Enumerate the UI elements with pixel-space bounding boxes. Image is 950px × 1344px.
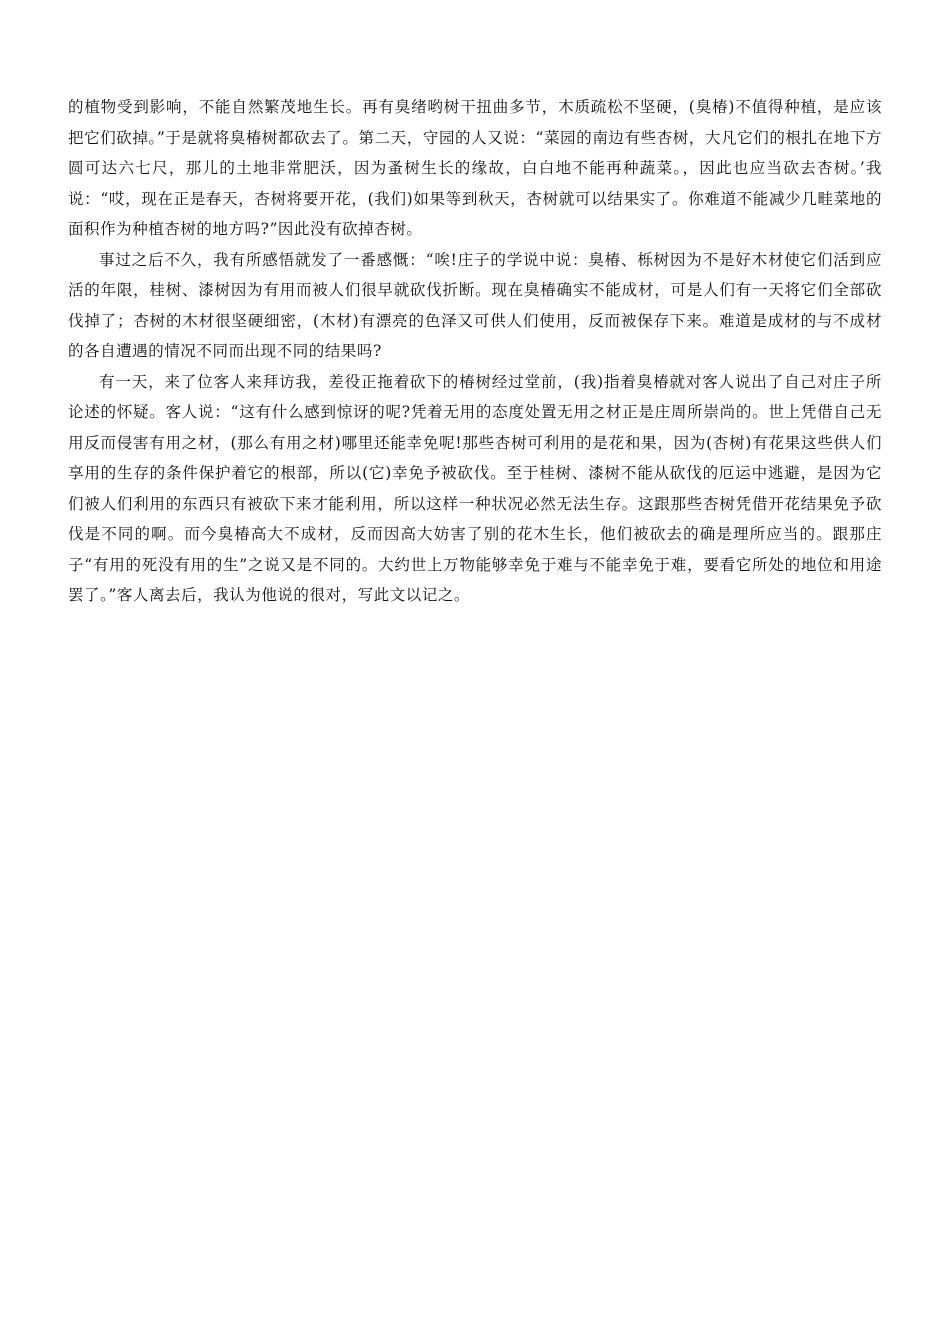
paragraph-reflection: 事过之后不久，我有所感悟就发了一番感慨：“唉!庄子的学说中说：臭椿、栎树因为不是好木材使它们活到应活的年限，桂树、漆树因为有用而被人们很早就砍伐折断。现在臭椿确实不能成材，可是人们有一天将它们全部砍伐掉了；杏树的木材很坚硬细密，(木材)有漂亮的色泽又可供人们使用，反而被保存下来。难道是成材的与不成材的各自遭遇的情况不同而出现不同的结果吗? (68, 250, 882, 360)
paragraph-guest-dialogue: 有一天，来了位客人来拜访我，差役正拖着砍下的椿树经过堂前，(我)指着臭椿就对客人说出了自己对庄子所论述的怀疑。客人说：“这有什么感到惊讶的呢?凭着无用的态度处置无用之材正是庄周所崇尚的。世上凭借自己无用反而侵害有用之材，(那么有用之材)哪里还能幸免呢!那些杏树可利用的是花和果，因为(杏树)有花果这些供人们享用的生存的条件保护着它的根部，所以(它)幸免予被砍伐。至于桂树、漆树不能从砍伐的厄运中逃避，是因为它们被人们利用的东西只有被砍下来才能利用，所以这样一种状况必然无法生存。这跟那些杏树凭借开花结果免予砍伐是不同的啊。而今臭椿高大不成材，反而因高大妨害了别的花木生长，他们被砍去的确是理所应当的。跟那庄子“有用的死没有用的生”之说又是不同的。大约世上万物能够幸免于难与不能幸免于难，要看它所处的地位和用途罢了。”客人离去后，我认为他说的很对，写此文以记之。 (68, 372, 882, 604)
paragraph-continuation: 的植物受到影响，不能自然繁茂地生长。再有臭绪哟树干扭曲多节，木质疏松不坚硬，(臭椿)不值得种植，是应该把它们砍掉。”于是就将臭椿树都砍去了。第二天，守园的人又说：“菜园的南边有些杏树，大凡它们的根扎在地下方圆可达六七尺，那儿的土地非常肥沃，因为蚤树生长的缘故，白白地不能再种蔬菜。，因此也应当砍去杏树。’我说：“哎，现在正是春天，杏树将要开花，(我们)如果等到秋天，杏树就可以结果实了。你难道不能减少几畦菜地的面积作为种植杏树的地方吗?”因此没有砍掉杏树。 (68, 98, 882, 238)
body-text (68, 92, 882, 611)
